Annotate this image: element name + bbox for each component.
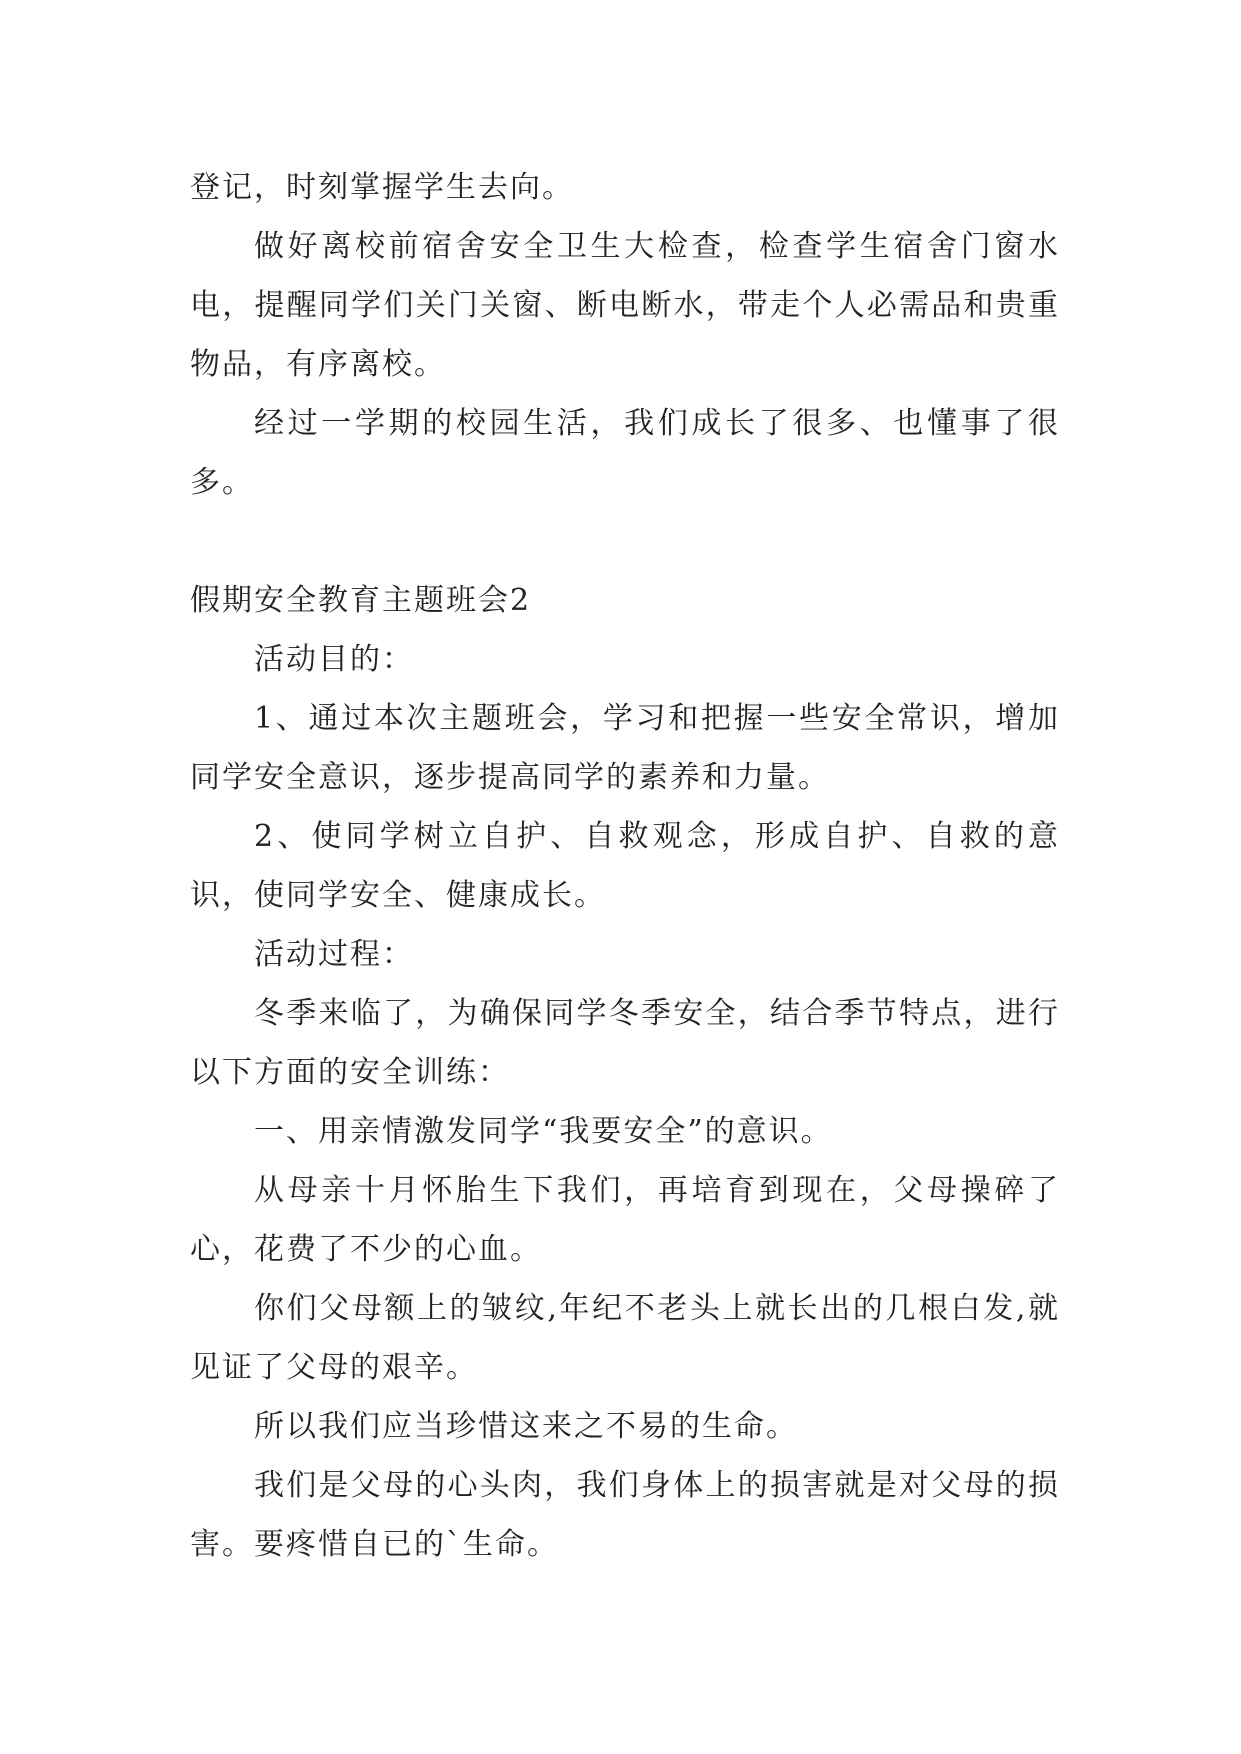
paragraph: 一、用亲情激发同学“我要安全”的意识。	[254, 1114, 833, 1149]
paragraph: 做好离校前宿舍安全卫生大检查，检查学生宿舍门窗水电，提醒同学们关门关窗、断电断水，带走个人必需品和贵重物品，有序离校。	[190, 229, 1060, 382]
paragraph: 经过一学期的校园生活，我们成长了很多、也懂事了很多。	[190, 406, 1060, 500]
paragraph: 活动过程：	[254, 937, 414, 972]
paragraph: 从母亲十月怀胎生下我们，再培育到现在，父母操碎了心，花费了不少的心血。	[190, 1173, 1060, 1267]
paragraph: 你们父母额上的皱纹,年纪不老头上就长出的几根白发,就见证了父母的艰辛。	[190, 1291, 1060, 1385]
paragraph: 所以我们应当珍惜这来之不易的生命。	[254, 1409, 798, 1444]
paragraph-continued: 登记，时刻掌握学生去向。	[190, 170, 574, 205]
paragraph: 1、通过本次主题班会，学习和把握一些安全常识，增加同学安全意识，逐步提高同学的素养和力量。	[190, 701, 1060, 795]
document-body	[190, 158, 1060, 1574]
section-title: 假期安全教育主题班会2	[190, 583, 532, 618]
paragraph: 活动目的：	[254, 642, 414, 677]
paragraph: 我们是父母的心头肉，我们身体上的损害就是对父母的损害。要疼惜自已的`生命。	[190, 1468, 1060, 1562]
paragraph: 冬季来临了，为确保同学冬季安全，结合季节特点，进行以下方面的安全训练：	[190, 996, 1060, 1090]
paragraph: 2、使同学树立自护、自救观念，形成自护、自救的意识，使同学安全、健康成长。	[190, 819, 1060, 913]
